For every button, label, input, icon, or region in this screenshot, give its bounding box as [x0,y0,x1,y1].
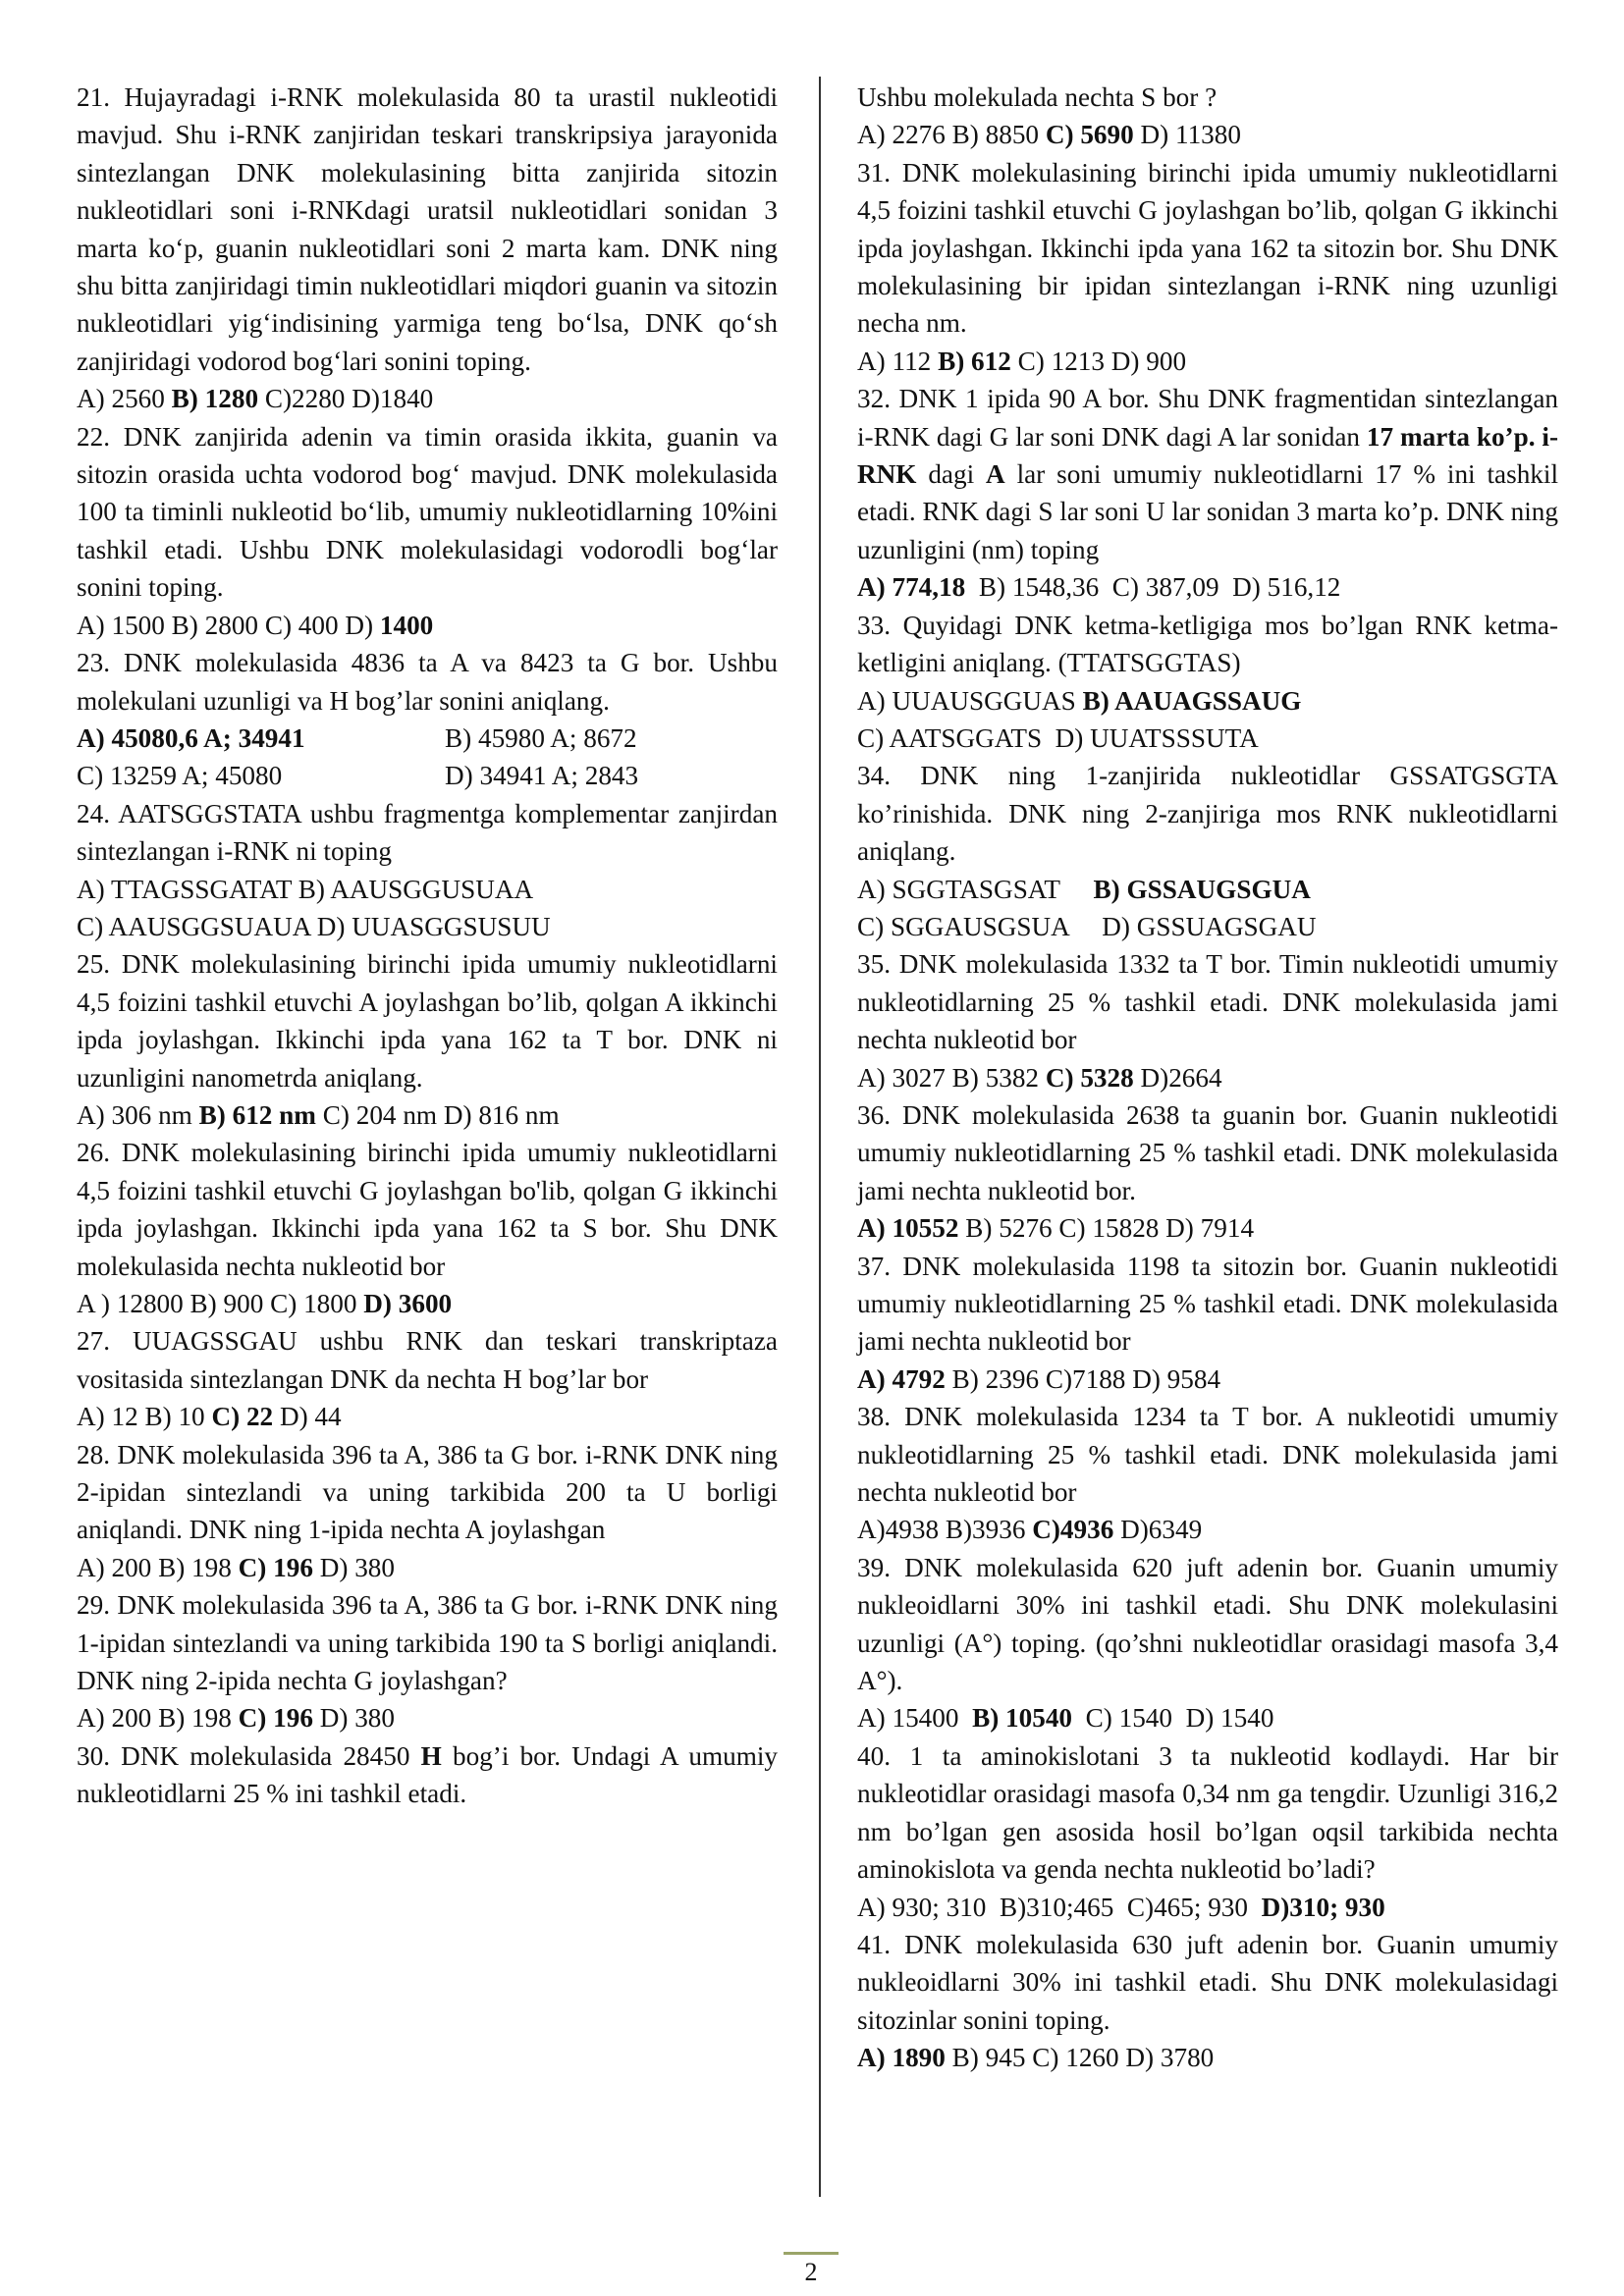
question-block [77,1586,778,1737]
correct-answer: C) 5328 [1045,1062,1134,1093]
answer-option: A) 200 B) 198 [77,1552,239,1582]
question-block [77,1436,778,1587]
correct-answer: A) 1890 [857,2043,946,2073]
answer-line [77,380,778,417]
answer-option: D)2664 [1133,1062,1222,1093]
question-block [857,607,1558,758]
question-fragment: dagi [916,459,987,490]
correct-answer: D)310; 930 [1261,1892,1385,1922]
answer-option: D) 380 [312,1552,395,1582]
question-text: 29. DNK molekulasida 396 ta A, 386 ta G bor. i-RNK DNK ning 1-ipidan sintezlandi va uning tarkibida 190 ta S borligi aniqlandi. DNK ning 2-ipida nechta G joylashgan? [77,1590,778,1696]
question-block [77,1737,778,1813]
question-text: 36. DNK molekulasida 2638 ta guanin bor. Guanin nukleotidi umumiy nukleotidlarning 25 % tashkil etadi. DNK molekulasida jami nechta nukleotid bor. [857,1099,1558,1205]
answer-option: A) 2560 [77,384,172,414]
answer-option: A) 306 nm [77,1099,199,1130]
answer-line [77,1398,778,1435]
correct-answer: B) 612 [938,346,1011,376]
answer-option: A) UUAUSGGUAS [857,685,1083,716]
question-block [857,945,1558,1096]
question-block [857,380,1558,606]
answer-option: B) 2396 C)7188 D) 9584 [945,1363,1221,1394]
question-text: 37. DNK molekulasida 1198 ta sitozin bor. Guanin nukleotidi umumiy nukleotidlarning 25 % tashkil etadi. DNK molekulasida jami nechta nukleotid bor [857,1251,1558,1357]
question-emphasis: 17 marta ko’p. i-RNK [857,421,1558,490]
answer-option: A) 112 [857,346,939,376]
question-block [857,1248,1558,1399]
question-text: 28. DNK molekulasida 396 ta A, 386 ta G bor. i-RNK DNK ning 2-ipidan sintezlandi va uning tarkibida 200 ta U borligi aniqlandi. DNK ning 1-ipida nechta A joylashgan [77,1439,778,1545]
column-divider [819,77,821,2197]
answer-option: B) 1548,36 C) 387,09 D) 516,12 [965,572,1341,603]
question-emphasis: H [420,1740,442,1771]
question-text: 38. DNK molekulasida 1234 ta T bor. A nukleotidi umumiy nukleotidlarning 25 % tashkil etadi. DNK molekulasida jami nechta nukleotid bor [857,1402,1558,1508]
question-fragment: 32. DNK 1 ipida 90 A bor. Shu DNK fragmentidan sintezlangan i-RNK dagi G lar soni DNK dagi A lar sonidan [857,384,1558,452]
correct-answer: A) 10552 [857,1213,959,1244]
answer-line [857,568,1558,606]
question-block [77,1322,778,1435]
question-block [857,1926,1558,2077]
answer-option: B) 5276 C) 15828 D) 7914 [958,1213,1255,1244]
question-text: 21. Hujayradagi i-RNK molekulasida 80 ta urastil nukleotidi mavjud. Shu i-RNK zanjiridan teskari transkripsiya jarayonida sintezlangan DNK molekulasining bitta zanjirida sitozin nukleotidlari soni i-RNKdagi uratsil nukleotidlari sonidan 3 marta ko‘p, guanin nukleotidlari soni 2 marta kam. DNK ning shu bitta zanjiridagi timin nukleotidlari miqdori guanin va sitozin nukleotidlari yig‘indisining yarmiga teng bo‘lsa, DNK qo‘sh zanjiridagi vodorod bog‘lari sonini toping. [77,82,778,376]
question-block [857,757,1558,945]
answer-option: C) 204 nm D) 816 nm [315,1099,560,1130]
question-fragment: bog’i bor. Undagi A umumiy nukleotidlarni 25 % ini tashkil etadi. [77,1740,778,1809]
question-text: 27. UUAGSSGAU ushbu RNK dan teskari transkriptaza vositasida sintezlangan DNK da nechta H bog’lar bor [77,1326,778,1394]
answer-line [77,607,778,644]
answer-line [77,1699,778,1736]
answer-option: A) 3027 B) 5382 [857,1062,1046,1093]
correct-answer: C) 22 [211,1402,274,1432]
answer-option: A ) 12800 B) 900 C) 1800 [77,1289,364,1318]
correct-answer: A) 45080,6 A; 34941 [77,722,305,753]
answer-line [857,871,1558,908]
left-column [77,79,778,1813]
answer-line [857,1059,1558,1096]
answer-line [857,1361,1558,1398]
answer-line: A) TTAGSSGATAT B) AAUSGGUSUAA [77,874,534,904]
answer-line [857,908,1558,945]
answer-line [857,1511,1558,1548]
page-number: 2 [804,2258,818,2286]
answer-grid [77,720,778,795]
question-text: 39. DNK molekulasida 620 juft adenin bor. Guanin umumiy nukleoidlarni 30% ini tashkil etadi. Shu DNK molekulasini uzunligi (A°) toping. (qo’shni nukleotidlar orasidagi masofa 3,4 A°). [857,1552,1558,1696]
right-column [857,79,1558,2077]
answer-line [857,1699,1558,1736]
question-block [77,1134,778,1322]
question-text: Ushbu molekulada nechta S bor ? [857,82,1218,112]
question-text: 33. Quyidagi DNK ketma-ketligiga mos bo’lgan RNK ketma- ketligini aniqlang. (TTATSGGTAS) [857,610,1558,678]
question-text: 40. 1 ta aminokislotani 3 ta nukleotid kodlaydi. Har bir nukleotidlar orasidagi masofa 0,34 nm ga tengdir. Uzunligi 316,2 nm bo’lgan gen asosida hosil bo’lgan oqsil tarkibida nechta aminokislota va genda nechta nukleotid bo’ladi? [857,1740,1558,1885]
answer-option: A) 200 B) 198 [77,1703,239,1734]
question-text: 35. DNK molekulasida 1332 ta T bor. Timin nukleotidi umumiy nukleotidlarning 25 % tashkil etadi. DNK molekulasida jami nechta nukleotid bor [857,949,1558,1055]
question-text: 22. DNK zanjirida adenin va timin orasida ikkita, guanin va sitozin orasida uchta vodorod bog‘ mavjud. DNK molekulasida 100 ta timinli nukleotid bo‘lib, umumiy nukleotidlarning 10%ini tashkil etadi. Ushbu DNK molekulasidagi vodorodli bog‘lar sonini toping. [77,421,778,603]
answer-option: D) 44 [273,1402,342,1432]
answer-line [77,1096,778,1134]
correct-answer: B) 1280 [171,384,259,414]
answer-option: C) SGGAUSGSUA D) GSSUAGSGAU [857,911,1317,941]
answer-line [857,1889,1558,1926]
answer-line [857,720,1558,757]
question-text [857,380,1558,568]
question-text: 25. DNK molekulasining birinchi ipida umumiy nukleotidlarni 4,5 foizini tashkil etuvchi A joylashgan bo’lib, qolgan A ikkinchi ipda joylashgan. Ikkinchi ipda yana 162 ta T bor. DNK ni uzunligini nanometrda aniqlang. [77,949,778,1093]
correct-answer: B) 612 nm [198,1099,316,1130]
correct-answer: B) 10540 [972,1703,1073,1734]
question-text: 26. DNK molekulasining birinchi ipida umumiy nukleotidlarni 4,5 foizini tashkil etuvchi G joylashgan bo'lib, qolgan G ikkinchi ipda joylashgan. Ikkinchi ipda yana 162 ta S bor. Shu DNK molekulasida nechta nukleotid bor [77,1138,778,1281]
answer-line: C) AAUSGGSUAUA D) UUASGGSUSUU [77,911,551,941]
question-block [77,644,778,795]
answer-line [857,682,1558,720]
answer-option: B) 945 C) 1260 D) 3780 [945,2043,1215,2073]
answer-option: D) 11380 [1133,120,1241,150]
question-block [857,1096,1558,1248]
question-text: 41. DNK molekulasida 630 juft adenin bor. Guanin umumiy nukleoidlarni 30% ini tashkil etadi. Shu DNK molekulasidagi sitozinlar sonini toping. [857,1929,1558,2035]
correct-answer: C) 196 [238,1552,313,1582]
question-block [77,79,778,418]
question-emphasis: A [986,459,1005,490]
answer-option: C) 13259 A; 45080 [77,761,283,791]
question-text: 31. DNK molekulasining birinchi ipida umumiy nukleotidlarni 4,5 foizini tashkil etuvchi G joylashgan bo’lib, qolgan G ikkinchi ipda joylashgan. Ikkinchi ipda yana 162 ta sitozin bor. Shu DNK molekulasining bir ipidan sintezlangan i-RNK ning uzunligi necha nm. [857,157,1558,339]
answer-option: C)2280 D)1840 [258,384,434,414]
answer-line [857,1209,1558,1247]
correct-answer: B) GSSAUGSGUA [1093,874,1311,904]
correct-answer: A) 4792 [857,1363,946,1394]
question-text: 34. DNK ning 1-zanjirida nukleotidlar GSSATGSGTA ko’rinishida. DNK ning 2-zanjiriga mos RNK nukleotidlarni aniqlang. [857,761,1558,867]
answer-option: C) 1213 D) 900 [1010,346,1187,376]
answer-option: A) 15400 [857,1703,973,1734]
question-fragment: 30. DNK molekulasida 28450 [77,1740,421,1771]
question-block [857,1549,1558,1737]
question-fragment: lar soni umumiy nukleotidlarni 17 % ini tashkil etadi. RNK dagi S lar soni U lar sonidan 3 marta ko’p. DNK ning uzunligini (nm) toping [857,459,1558,564]
question-text: 23. DNK molekulasida 4836 ta A va 8423 ta G bor. Ushbu molekulani uzunligi va H bog’lar sonini aniqlang. [77,648,778,716]
question-block [77,418,778,644]
question-block [77,795,778,946]
answer-option: A) 2276 B) 8850 [857,120,1046,150]
question-block [857,154,1558,380]
answer-option: A) 12 B) 10 [77,1402,212,1432]
question-block [857,79,1558,154]
correct-answer: A) 774,18 [857,572,966,603]
answer-option: A)4938 B)3936 [857,1515,1033,1545]
answer-option: A) 1500 B) 2800 C) 400 D) [77,610,380,640]
question-block [857,1398,1558,1549]
answer-line [857,116,1558,153]
answer-option: A) 930; 310 B)310;465 C)465; 930 [857,1892,1262,1922]
answer-option: B) 45980 A; 8672 [445,722,637,753]
correct-answer: B) AAUAGSSAUG [1082,685,1302,716]
answer-option: C) 1540 D) 1540 [1072,1703,1274,1734]
answer-line [77,1549,778,1586]
answer-line [77,1285,778,1322]
answer-line [857,2039,1558,2076]
question-block [857,1737,1558,1926]
answer-option: D) 380 [312,1703,395,1734]
correct-answer: D) 3600 [363,1289,453,1318]
answer-option: D)6349 [1113,1515,1203,1545]
correct-answer: C) 196 [238,1703,313,1734]
correct-answer: 1400 [379,610,434,640]
question-block [77,945,778,1134]
answer-option: C) AATSGGATS D) UUATSSSUTA [857,722,1259,753]
answer-line [857,343,1558,380]
question-text: 24. AATSGGSTATA ushbu fragmentga komplementar zanjirdan sintezlangan i-RNK ni toping [77,798,778,867]
question-text [77,1737,778,1813]
correct-answer: C)4936 [1032,1515,1114,1545]
correct-answer: C) 5690 [1045,120,1134,150]
answer-option: D) 34941 A; 2843 [445,761,639,791]
answer-option: A) SGGTASGSAT [857,874,1094,904]
